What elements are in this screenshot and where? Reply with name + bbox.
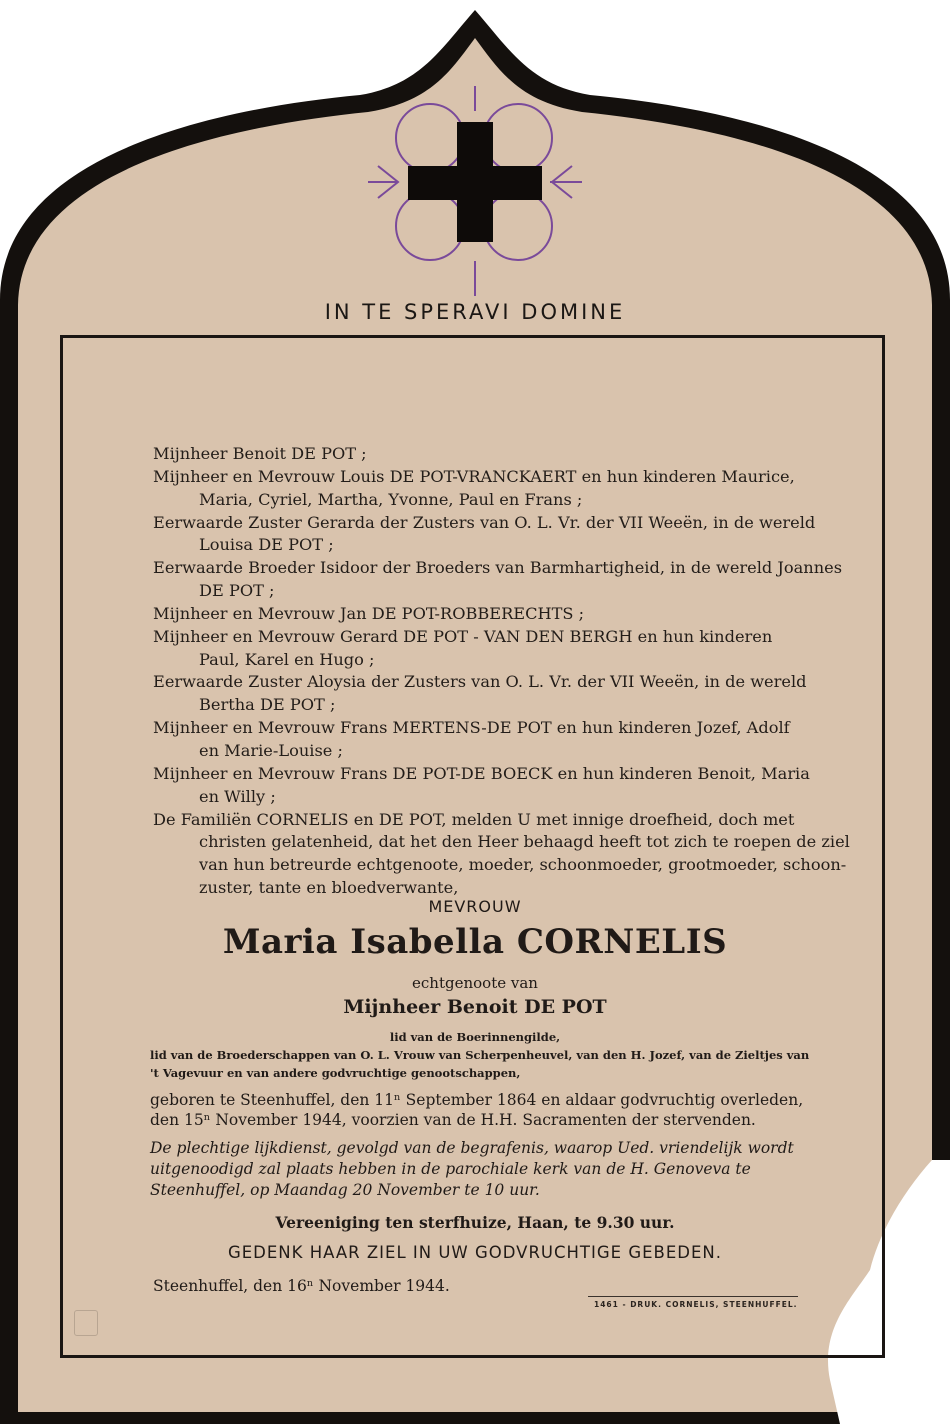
- spouse-label: echtgenoote van: [412, 974, 538, 992]
- announcement-line: Eerwaarde Zuster Gerarda der Zusters van O. L. Vr. der VII Weeën, in de wereld: [153, 512, 816, 532]
- ox-symbol-icon: [484, 192, 552, 260]
- announcement-line: Maria, Cyriel, Martha, Yvonne, Paul en Frans ;: [199, 489, 583, 509]
- evangelist-emblem: [358, 86, 592, 296]
- announcement-line: Bertha DE POT ;: [199, 695, 336, 715]
- announcement-line: De Familiën CORNELIS en DE POT, melden U met innige droefheid, doch met: [153, 809, 795, 829]
- brotherhood-membership: lid van de Broederschappen van O. L. Vrouw van Scherpenheuvel, van den H. Jozef, van de Zieltjes van 't Vagevuur en van andere godvruchtige genootschappen,: [150, 1048, 810, 1080]
- funeral-invitation: De plechtige lijkdienst, gevolgd van de begrafenis, waarop Ued. vriendelijk wordt uitgenoodigd zal plaats hebben in de parochiale kerk van de H. Genoveva te Steenhuffel, op Maandag 20 November te 10 uur.: [150, 1139, 794, 1199]
- printer-imprint: 1461 - DRUK. CORNELIS, STEENHUFFEL.: [594, 1300, 798, 1309]
- cross-icon: [408, 122, 542, 242]
- announcement-line: christen gelatenheid, dat het den Heer behaagd heeft tot zich te roepen de ziel: [199, 832, 850, 852]
- announcement-line: Mijnheer en Mevrouw Louis DE POT-VRANCKAERT en hun kinderen Maurice,: [153, 466, 795, 486]
- announcement-line: en Marie-Louise ;: [199, 740, 343, 760]
- prayer-request: GEDENK HAAR ZIEL IN UW GODVRUCHTIGE GEBEDEN.: [227, 1243, 723, 1262]
- announcement-line: zuster, tante en bloedverwante,: [199, 878, 459, 898]
- deceased-title: MEVROUW: [428, 897, 522, 916]
- announcement-line: DE POT ;: [199, 581, 275, 601]
- announcement-line: Eerwaarde Zuster Aloysia der Zusters van O. L. Vr. der VII Weeën, in de wereld: [153, 672, 807, 692]
- gathering-info: Vereeniging ten sterfhuize, Haan, te 9.30 uur.: [275, 1213, 675, 1232]
- spouse-name: Mijnheer Benoit DE POT: [343, 996, 607, 1018]
- announcement-line: Mijnheer en Mevrouw Frans DE POT-DE BOECK en hun kinderen Benoit, Maria: [153, 763, 810, 783]
- announcement-line: Paul, Karel en Hugo ;: [199, 649, 375, 669]
- announcement-line: Eerwaarde Broeder Isidoor der Broeders van Barmhartigheid, in de wereld Joannes: [153, 558, 843, 578]
- announcement-line: Mijnheer en Mevrouw Gerard DE POT - VAN DEN BERGH en hun kinderen: [153, 626, 773, 646]
- announcement-line: Mijnheer en Mevrouw Jan DE POT-ROBBERECHTS ;: [153, 603, 585, 623]
- motto: IN TE SPERAVI DOMINE: [324, 300, 626, 324]
- printer-divider: [588, 1296, 798, 1297]
- birth-death-text: geboren te Steenhuffel, den 11ⁿ September 1864 en aldaar godvruchtig overleden, den 15ⁿ November 1944, voorzien van de H.H. Sacramenten der stervenden.: [150, 1091, 804, 1129]
- guild-membership: lid van de Boerinnengilde,: [389, 1030, 561, 1044]
- announcement-line: en Willy ;: [199, 786, 276, 806]
- printer-mark-icon: [74, 1310, 98, 1336]
- announcement-line: Louisa DE POT ;: [199, 535, 334, 555]
- announcement-line: Mijnheer en Mevrouw Frans MERTENS-DE POT en hun kinderen Jozef, Adolf: [153, 718, 790, 738]
- announcement-line: Mijnheer Benoit DE POT ;: [153, 444, 367, 463]
- deceased-name: Maria Isabella CORNELIS: [222, 922, 728, 962]
- lion-symbol-icon: [396, 192, 464, 260]
- place-date: Steenhuffel, den 16ⁿ November 1944.: [153, 1277, 450, 1295]
- announcement-line: van hun betreurde echtgenoote, moeder, schoonmoeder, grootmoeder, schoon-: [199, 855, 847, 875]
- announcement: [153, 443, 850, 900]
- angel-symbol-icon: [396, 104, 464, 172]
- eagle-symbol-icon: [484, 104, 552, 172]
